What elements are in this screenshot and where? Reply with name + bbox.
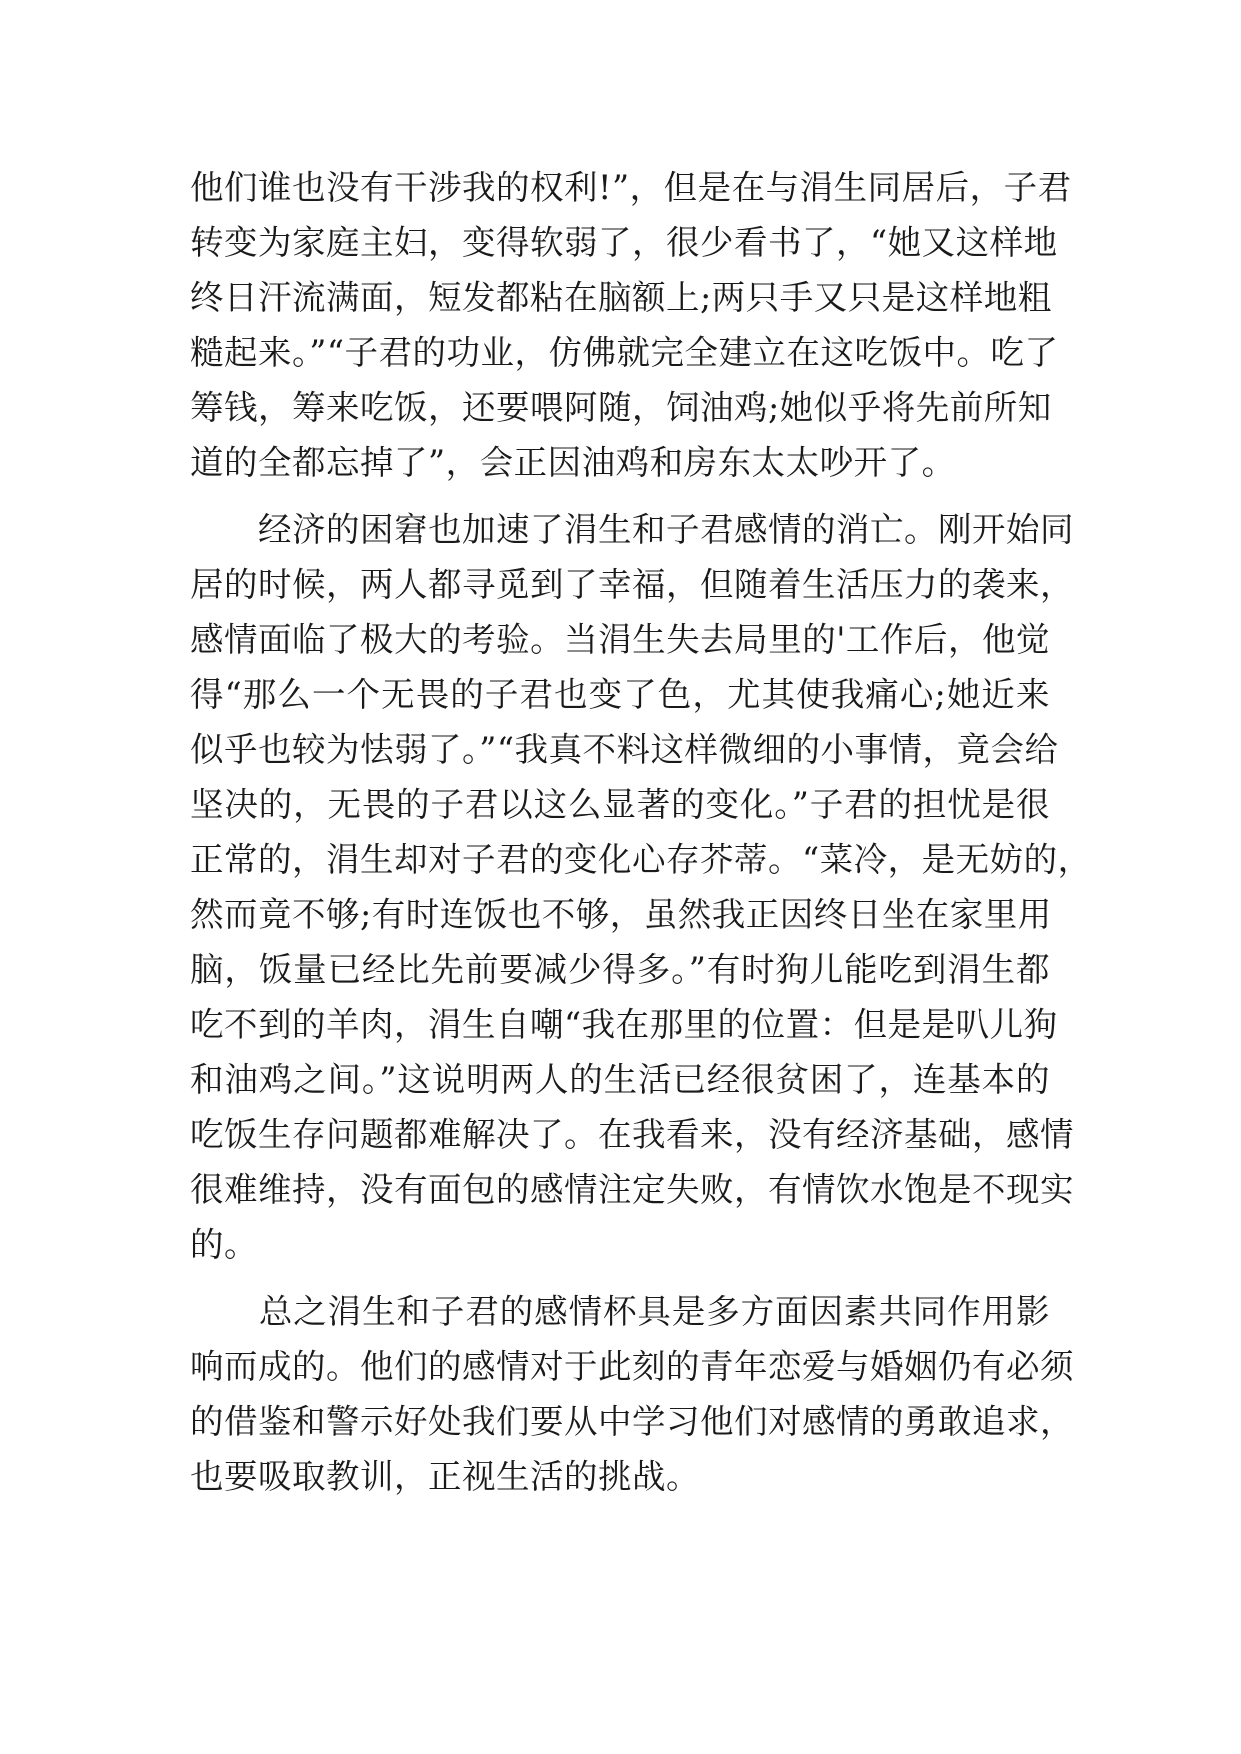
text-line: 终日汗流满面，短发都粘在脑额上;两只手又只是这样地粗 <box>190 278 1052 317</box>
text-line: 筹钱，筹来吃饭，还要喂阿随，饲油鸡;她似乎将先前所知 <box>190 388 1052 427</box>
text-line: 的借鉴和警示好处我们要从中学习他们对感情的勇敢追求， <box>190 1402 1074 1441</box>
text-line: 很难维持，没有面包的感情注定失败，有情饮水饱是不现实 <box>190 1170 1074 1209</box>
text-line: 吃不到的羊肉，涓生自嘲“我在那里的位置：但是是叭儿狗 <box>190 1005 1058 1044</box>
text-line: 道的全都忘掉了”，会正因油鸡和房东太太吵开了。 <box>190 443 956 482</box>
paragraph-spacer <box>190 1272 1050 1284</box>
text-line: 总之涓生和子君的感情杯具是多方面因素共同作用影 <box>190 1292 1050 1331</box>
paragraph-spacer <box>190 490 1050 502</box>
text-line: 脑，饭量已经比先前要减少得多。”有时狗儿能吃到涓生都 <box>190 950 1050 989</box>
text-line: 他们谁也没有干涉我的权利!”，但是在与涓生同居后，子君 <box>190 168 1072 207</box>
text-line: 似乎也较为怯弱了。”“我真不料这样微细的小事情，竟会给 <box>190 730 1059 769</box>
paragraph-1 <box>190 160 1072 490</box>
paragraph-2 <box>190 502 1092 1272</box>
text-line: 也要吸取教训，正视生活的挑战。 <box>190 1457 700 1496</box>
text-line: 正常的，涓生却对子君的变化心存芥蒂。“菜冷，是无妨的， <box>190 840 1092 879</box>
text-line: 响而成的。他们的感情对于此刻的青年恋爱与婚姻仍有必须 <box>190 1347 1074 1386</box>
text-line: 经济的困窘也加速了涓生和子君感情的消亡。刚开始同 <box>190 510 1074 549</box>
text-line: 坚决的，无畏的子君以这么显著的变化。”子君的担忧是很 <box>190 785 1050 824</box>
text-line: 吃饭生存问题都难解决了。在我看来，没有经济基础，感情 <box>190 1115 1074 1154</box>
text-line: 的。 <box>190 1225 258 1264</box>
text-line: 得“那么一个无畏的子君也变了色，尤其使我痛心;她近来 <box>190 675 1050 714</box>
text-line: 然而竟不够;有时连饭也不够，虽然我正因终日坐在家里用 <box>190 895 1052 934</box>
text-line: 转变为家庭主妇，变得软弱了，很少看书了，“她又这样地 <box>190 223 1058 262</box>
text-line: 居的时候，两人都寻觅到了幸福，但随着生活压力的袭来， <box>190 565 1074 604</box>
text-line: 糙起来。”“子君的功业，仿佛就完全建立在这吃饭中。吃了 <box>190 333 1059 372</box>
paragraph-3 <box>190 1284 1074 1504</box>
body-text <box>190 160 1092 1504</box>
text-line: 感情面临了极大的考验。当涓生失去局里的'工作后，他觉 <box>190 620 1050 659</box>
text-line: 和油鸡之间。”这说明两人的生活已经很贫困了，连基本的 <box>190 1060 1050 1099</box>
